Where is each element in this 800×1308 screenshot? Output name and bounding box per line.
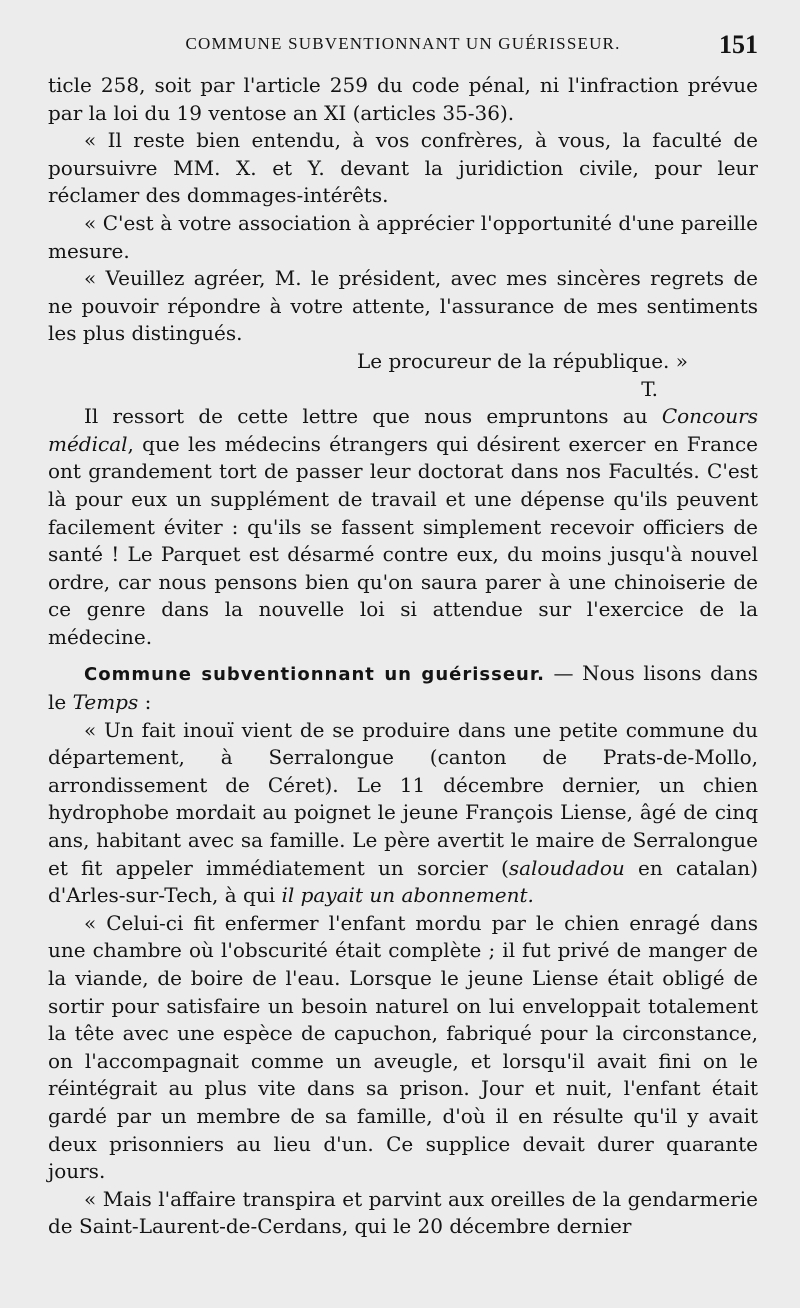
- paragraph-association: « C'est à votre association à apprécier l'opportunité d'une pareille mesure.: [48, 210, 758, 263]
- commentary-text-start: Il ressort de cette lettre que nous empruntons au: [84, 404, 662, 429]
- paragraph-commentary: [48, 403, 758, 651]
- section-intro-end: :: [138, 690, 152, 715]
- page-header: [48, 30, 758, 64]
- section-title: Commune subventionnant un guérisseur.: [84, 664, 545, 686]
- section-intro-text: — Nous lisons dans le: [48, 661, 758, 715]
- catalan-term: saloudadou: [508, 855, 625, 880]
- incident-text-middle: en catalan) d'Arles-sur-Tech, à qui: [48, 855, 758, 908]
- running-head: COMMUNE SUBVENTIONNANT UN GUÉRISSEUR.: [185, 34, 621, 53]
- incident-text-start: « Un fait inouï vient de se produire dans une petite commune du département, à Serralongue (canton de Prats-de-Mollo, arrondissement de Céret). Le 11 décembre dernier, un chien hydrophobe mordait au poignet le jeune François Liense, âgé de cinq ans, habitant avec sa famille. Le père avertit le maire de Serralongue et fit appeler immédiatement un sorcier (: [48, 717, 758, 880]
- journal-title: Concours médical: [48, 404, 758, 456]
- section-intro: [48, 660, 758, 716]
- paragraph-closing: « Veuillez agréer, M. le président, avec mes sincères regrets de ne pouvoir répondre à votre attente, l'assurance de mes sentiments les plus distingués.: [48, 266, 758, 346]
- paragraph-incident: [48, 717, 758, 910]
- paragraph-gendarmerie: « Mais l'affaire transpira et parvint aux oreilles de la gendarmerie de Saint-Laurent-de-Cerdans, qui le 20 décembre dernier: [48, 1186, 758, 1239]
- subscription-phrase: il payait un abonnement.: [281, 883, 534, 908]
- letter-initial: T.: [641, 376, 658, 401]
- page-body: [48, 72, 758, 1241]
- page-number: 151: [719, 30, 758, 59]
- paragraph-treatment: « Celui-ci fit enfermer l'enfant mordu par le chien enragé dans une chambre où l'obscurité était complète ; il fut privé de manger de la viande, de boire de l'eau. Lorsque le jeune Liense était obligé de sortir pour satisfaire un besoin naturel on lui enveloppait totalement la tête avec une espèce de capuchon, fabriqué pour la circonstance, on l'accompagnait comme un aveugle, et lorsqu'il avait fini on le réintégrait au plus vite dans sa prison. Jour et nuit, l'enfant était gardé par un membre de sa famille, d'où il en résulte qu'il y avait deux prisonniers au lieu d'un. Ce supplice devait durer quarante jours.: [48, 910, 758, 1184]
- paragraph-civil-action: « Il reste bien entendu, à vos confrères, à vous, la faculté de poursuivre MM. X. et Y. devant la juridiction civile, pour leur réclamer des dommages-intérêts.: [48, 128, 758, 208]
- letter-signature: Le procureur de la république. »: [357, 348, 688, 373]
- commentary-text-end: , que les médecins étrangers qui désirent exercer en France ont grandement tort de passer leur doctorat dans nos Facultés. C'est là pour eux un supplément de travail et une dépense qu'ils peuvent facilement éviter : qu'ils se fassent simplement recevoir officiers de santé ! Le Parquet est désarmé contre eux, du moins jusqu'à nouvel ordre, car nous pensons bien qu'on saura parer à une chinoiserie de ce genre dans la nouvelle loi si attendue sur l'exercice de la médecine.: [48, 431, 758, 649]
- newspaper-title: Temps: [72, 690, 139, 715]
- paragraph-continuation: ticle 258, soit par l'article 259 du code pénal, ni l'infraction prévue par la loi du 19 ventose an XI (articles 35-36).: [48, 73, 758, 125]
